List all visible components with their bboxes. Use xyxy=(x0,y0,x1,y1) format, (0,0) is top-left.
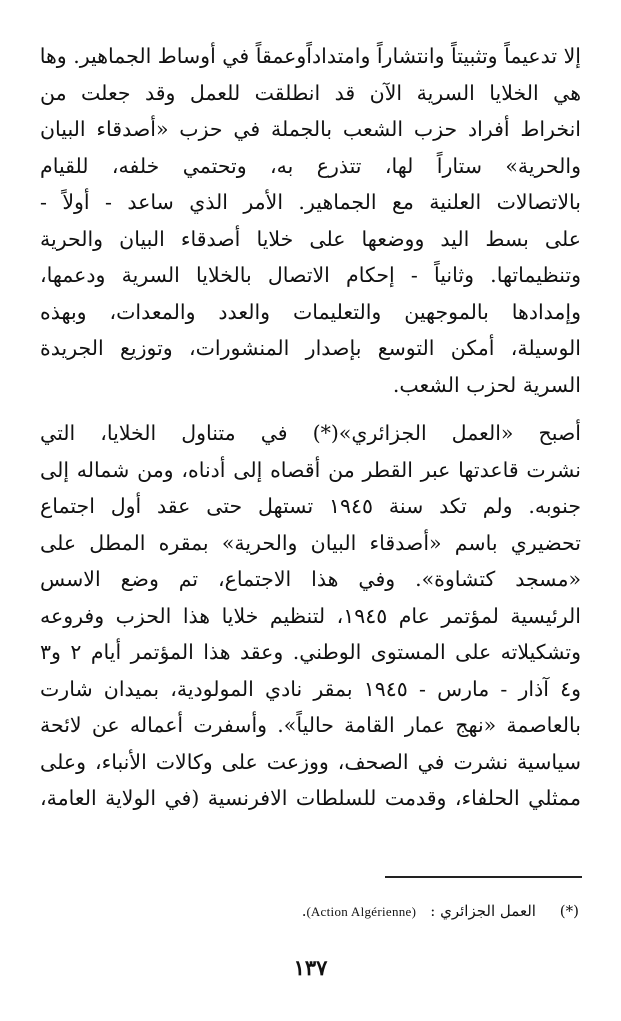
text-line: وتنظيماتها. وثانياً - إحكام الاتصال بالخلايا السرية ودعمها، xyxy=(40,263,581,287)
text-line: بالعاصمة «نهج عمار القامة حالياً». وأسفرت أعماله عن لائحة xyxy=(40,713,581,737)
text-line: أصبح «العمل الجزائري»(*) في متناول الخلايا، التي xyxy=(40,421,581,445)
text-line: السرية لحزب الشعب. xyxy=(392,372,581,397)
text-line: والحرية» ستاراً لها، تتذرع به، وتحتمي خلفه، للقيام xyxy=(40,153,581,178)
footnote-french-text: (Action Algérienne) xyxy=(306,904,416,919)
footnote-separator xyxy=(385,876,582,878)
text-line: وتشكيلاته على المستوى الوطني. وعقد هذا المؤتمر أيام ٢ و٣ xyxy=(40,640,581,664)
text-line: وإمدادها بالموجهين والتعليمات والعدد والمعدات، وبهذه xyxy=(40,299,581,324)
text-line: إلا تدعيماً وتثبيتاً وانتشاراً وامتداداًوعمقاً في أوساط الجماهير. وها xyxy=(39,44,581,68)
text-line: نشرت قاعدتها عبر القطر من أقصاه إلى أدناه، ومن شماله إلى xyxy=(40,457,581,482)
text-line: هي الخلايا السرية الآن قد انطلقت للعمل وقد جعلت من xyxy=(40,80,581,105)
text-line: ممثلي الحلفاء، وقدمت للسلطات الافرنسية (في الولاية العامة، xyxy=(40,786,581,810)
footnote-end: . xyxy=(301,902,307,920)
paragraph-2 xyxy=(40,415,581,817)
text-line: على بسط اليد ووضعها على خلايا أصدقاء البيان والحرية xyxy=(40,226,581,251)
footnote-arabic-text: العمل الجزائري : xyxy=(430,902,536,920)
text-line: انخراط أفراد حزب الشعب بالجملة في حزب «أصدقاء البيان xyxy=(40,117,581,141)
footnote xyxy=(302,893,579,930)
paragraph-1 xyxy=(40,38,581,403)
footnote-marker: (*) xyxy=(559,902,579,920)
text-line: «مسجد كتشاوة». وفي هذا الاجتماع، تم وضع الاسس xyxy=(40,567,581,591)
text-line: تحضيري باسم «أصدقاء البيان والحرية» بمقره المطل على xyxy=(40,530,581,555)
text-line: الرئيسية لمؤتمر عام ١٩٤٥، لتنظيم خلايا هذا الحزب وفروعه xyxy=(40,603,581,628)
text-line: جنوبه. ولم تكد سنة ١٩٤٥ تستهل حتى عقد أول اجتماع xyxy=(40,494,581,518)
page-number: ١٣٧ xyxy=(293,955,328,980)
text-line: الوسيلة، أمكن التوسع بإصدار المنشورات، وتوزيع الجريدة xyxy=(40,336,581,360)
text-line: و٤ آذار - مارس - ١٩٤٥ بمقر نادي المولودية، بميدان شارت xyxy=(40,676,581,701)
text-line: بالاتصالات العلنية مع الجماهير. الأمر الذي ساعد - أولاً - xyxy=(40,190,581,214)
text-line: سياسية نشرت في الصحف، ووزعت على وكالات الأنباء، وعلى xyxy=(40,749,581,774)
